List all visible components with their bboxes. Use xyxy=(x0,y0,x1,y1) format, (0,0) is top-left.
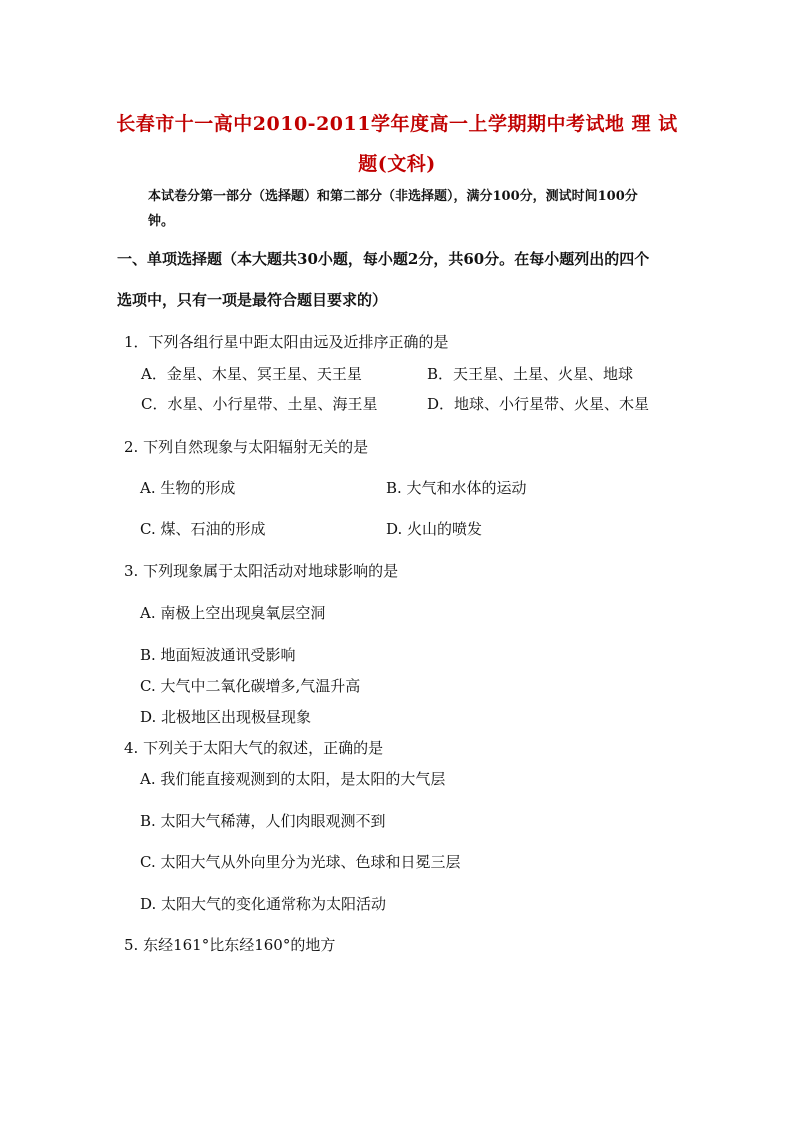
intro-line1: 本试卷分第一部分（选择题）和第二部分（非选择题），满分100分，测试时间100分 xyxy=(148,189,638,204)
question-4-option-c: C. 太阳大气从外向里分为光球、色球和日冕三层 xyxy=(140,853,461,871)
question-2-stem: 2. 下列自然现象与太阳辐射无关的是 xyxy=(124,438,369,456)
question-2-option-b: B. 大气和水体的运动 xyxy=(386,479,527,497)
section-heading-line1: 一、单项选择题（本大题共30小题，每小题2分，共60分。在每小题列出的四个 xyxy=(117,250,650,268)
question-2-option-d: D. 火山的喷发 xyxy=(386,520,483,538)
exam-title-line1: 长春市十一高中2010-2011学年度高一上学期期中考试地 理 试 xyxy=(116,113,678,135)
question-1-option-d: D．地球、小行星带、火星、木星 xyxy=(427,395,650,413)
question-2-option-a: A. 生物的形成 xyxy=(140,479,236,497)
question-1-stem: 1．下列各组行星中距太阳由远及近排序正确的是 xyxy=(124,333,449,351)
question-1-option-a: A．金星、木星、冥王星、天王星 xyxy=(141,365,362,383)
question-1-option-b: B．天王星、土星、火星、地球 xyxy=(427,365,634,383)
question-3-option-b: B. 地面短波通讯受影响 xyxy=(140,646,296,664)
question-2-option-c: C. 煤、石油的形成 xyxy=(140,520,266,538)
question-3-option-a: A. 南极上空出现臭氧层空洞 xyxy=(140,604,326,622)
question-4-option-a: A. 我们能直接观测到的太阳，是太阳的大气层 xyxy=(140,770,446,788)
question-4-option-b: B. 太阳大气稀薄，人们肉眼观测不到 xyxy=(140,812,386,830)
question-4-option-d: D. 太阳大气的变化通常称为太阳活动 xyxy=(140,895,387,913)
question-1-option-c: C．水星、小行星带、土星、海王星 xyxy=(141,395,378,413)
question-3-option-d: D. 北极地区出现极昼现象 xyxy=(140,708,312,726)
question-5-stem: 5. 东经161°比东经160°的地方 xyxy=(124,936,336,954)
question-4-stem: 4. 下列关于太阳大气的叙述，正确的是 xyxy=(124,739,384,757)
section-heading-line2: 选项中，只有一项是最符合题目要求的） xyxy=(117,291,388,309)
question-3-stem: 3. 下列现象属于太阳活动对地球影响的是 xyxy=(124,562,399,580)
intro-line2: 钟。 xyxy=(148,214,175,229)
exam-title-line2: 题(文科) xyxy=(358,153,436,175)
question-3-option-c: C. 大气中二氧化碳增多,气温升高 xyxy=(140,677,361,695)
